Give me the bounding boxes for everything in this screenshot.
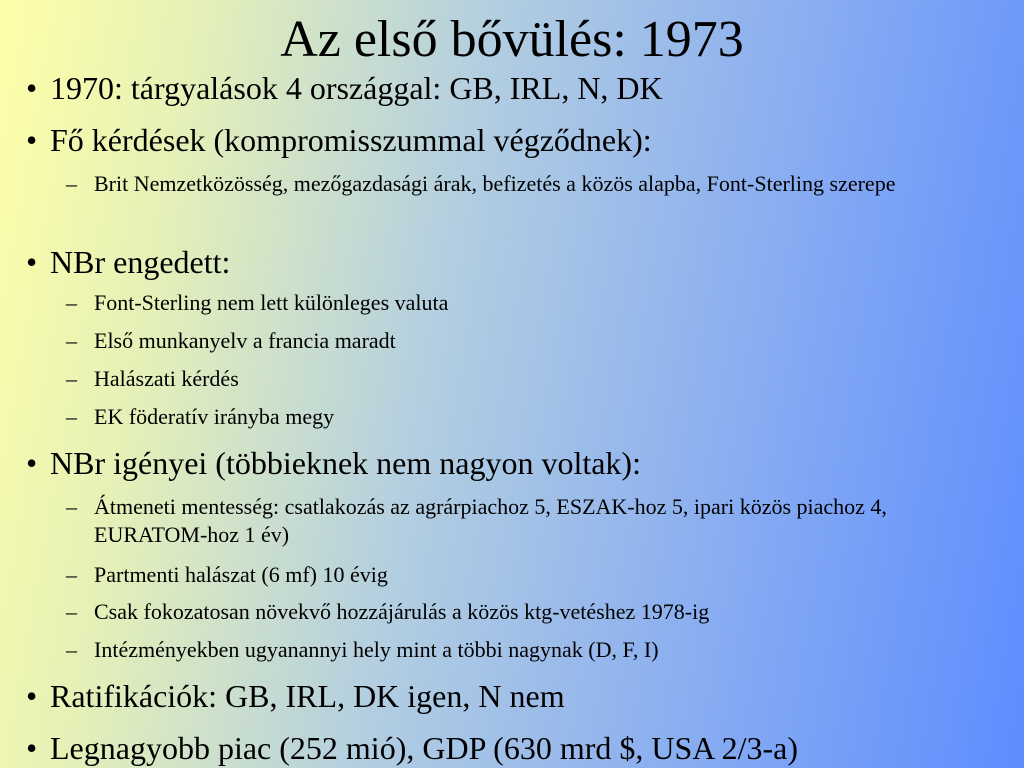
sub-bullet-text: Partmenti halászat (6 mf) 10 évig [94, 562, 388, 587]
dash-icon: – [66, 404, 77, 429]
dash-icon: – [66, 366, 77, 391]
dash-icon: – [66, 562, 77, 587]
bullet-text: NBr engedett: [50, 244, 231, 280]
dash-icon: – [66, 290, 77, 315]
dash-icon: – [66, 494, 77, 519]
sub-bullet-text: Első munkanyelv a francia maradt [94, 328, 396, 353]
bullet-text: 1970: tárgyalások 4 országgal: GB, IRL, N, DK [50, 70, 663, 106]
dash-icon: – [66, 637, 77, 662]
bullet-icon: • [26, 244, 38, 280]
sub-bullet-item [66, 561, 996, 589]
sub-bullet-text: Halászati kérdés [94, 366, 239, 391]
bullet-icon: • [26, 70, 38, 106]
bullet-text: Ratifikációk: GB, IRL, DK igen, N nem [50, 678, 565, 714]
sub-bullet-item [66, 365, 996, 393]
sub-bullet-text: EK föderatív irányba megy [94, 404, 335, 429]
bullet-text: NBr igényei (többieknek nem nagyon voltak): [50, 445, 641, 481]
sub-bullet-item [66, 170, 996, 198]
slide-title: Az első bővülés: 1973 [280, 11, 744, 68]
bullet-icon: • [26, 445, 38, 481]
sub-bullet-item [66, 493, 996, 549]
bullet-icon: • [26, 730, 38, 766]
dash-icon: – [66, 599, 77, 624]
sub-bullet-item [66, 598, 996, 626]
bullet-icon: • [26, 678, 38, 714]
dash-icon: – [66, 328, 77, 353]
sub-bullet-text: Brit Nemzetközösség, mezőgazdasági árak, befizetés a közös alapba, Font-Sterling szerepe [94, 171, 896, 196]
bullet-icon: • [26, 122, 38, 158]
sub-bullet-item [66, 636, 996, 664]
sub-bullet-text: Intézményekben ugyanannyi hely mint a többi nagynak (D, F, I) [94, 637, 659, 662]
bullet-text: Fő kérdések (kompromisszummal végződnek): [50, 122, 652, 158]
sub-bullet-text: Átmeneti mentesség: csatlakozás az agrárpiachoz 5, ESZAK-hoz 5, ipari közös piachoz 4, EURATOM-hoz 1 év) [94, 494, 887, 547]
bullet-text: Legnagyobb piac (252 mió), GDP (630 mrd $, USA 2/3-a) [50, 730, 799, 766]
sub-bullet-item [66, 327, 996, 355]
sub-bullet-text: Font-Sterling nem lett különleges valuta [94, 290, 449, 315]
sub-bullet-item [66, 403, 996, 431]
dash-icon: – [66, 171, 77, 196]
sub-bullet-text: Csak fokozatosan növekvő hozzájárulás a közös ktg-vetéshez 1978-ig [94, 599, 710, 624]
sub-bullet-item [66, 289, 996, 317]
